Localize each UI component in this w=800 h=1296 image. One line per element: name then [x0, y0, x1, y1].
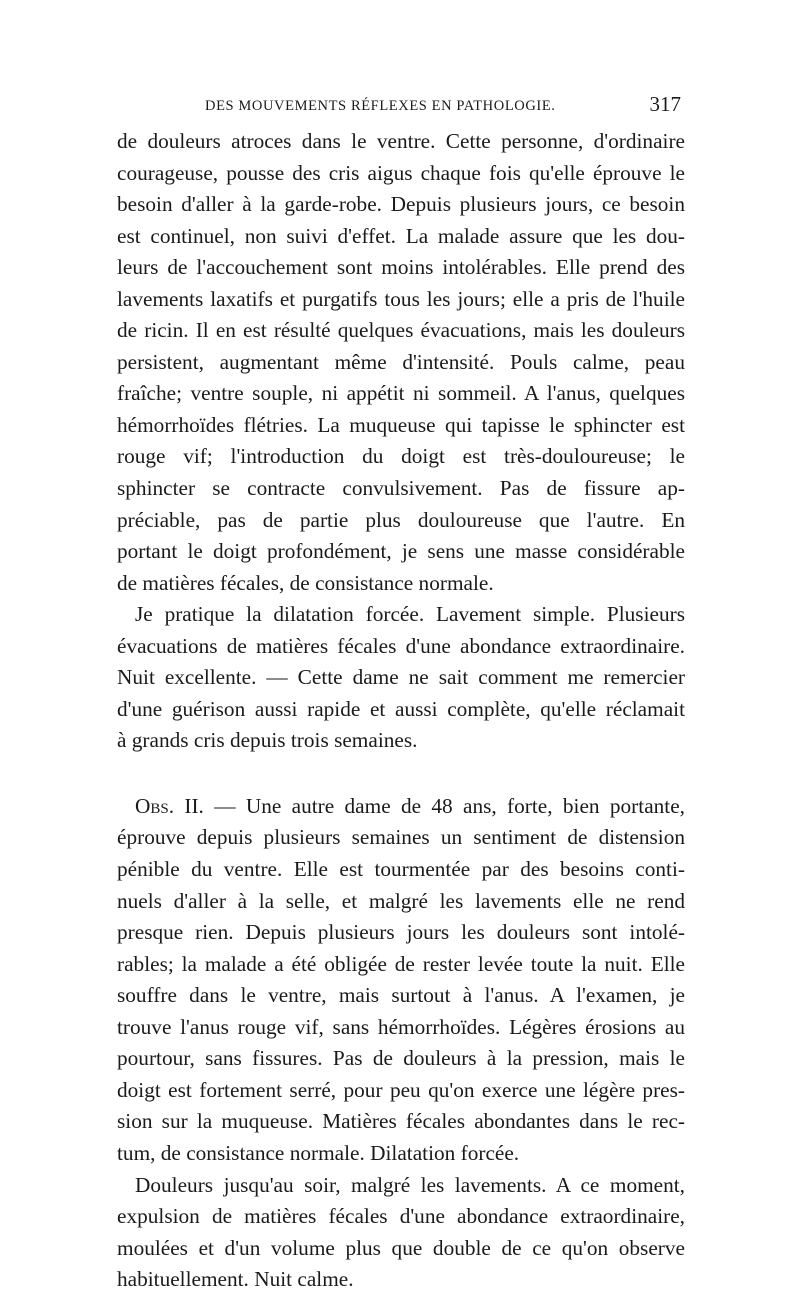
text-line: préciable, pas de partie plus douloureuse que l'autre. En	[117, 507, 685, 532]
text-line: Douleurs jusqu'au soir, malgré les lavements. A ce moment,	[135, 1172, 685, 1197]
text-line: sphincter se contracte convulsivement. Pas de fissure ap-	[117, 476, 685, 501]
section-gap	[117, 757, 685, 791]
text-line: besoin d'aller à la garde-robe. Depuis plusieurs jours, ce besoin	[117, 192, 685, 217]
text-line: tum, de consistance normale. Dilatation forcée.	[117, 1140, 520, 1165]
paragraph-observation-2	[117, 791, 685, 1170]
text-line: portant le doigt profondément, je sens une masse considérable	[117, 539, 685, 564]
text-line: persistent, augmentant même d'intensité. Pouls calme, peau	[117, 349, 685, 374]
text-line: éprouve depuis plusieurs semaines un sentiment de distension	[117, 825, 685, 850]
text-line: hémorrhoïdes flétries. La muqueuse qui tapisse le sphincter est	[117, 412, 685, 437]
text-line: pourtour, sans fissures. Pas de douleurs à la pression, mais le	[117, 1046, 685, 1071]
text-line: à grands cris depuis trois semaines.	[117, 728, 418, 753]
text-line: sion sur la muqueuse. Matières fécales abondantes dans le rec-	[117, 1109, 685, 1134]
text-line: habituellement. Nuit calme.	[117, 1267, 354, 1292]
text-line: rables; la malade a été obligée de rester levée toute la nuit. Elle	[117, 951, 685, 976]
text-line: expulsion de matières fécales d'une abondance extraordinaire,	[117, 1204, 685, 1229]
text-line: pénible du ventre. Elle est tourmentée par des besoins conti-	[117, 857, 685, 882]
text-line: Nuit excellente. — Cette dame ne sait comment me remercier	[117, 665, 685, 690]
page-number: 317	[649, 92, 681, 116]
text-line: trouve l'anus rouge vif, sans hémorrhoïdes. Légères érosions au	[117, 1014, 685, 1039]
running-head-title: DES MOUVEMENTS RÉFLEXES EN PATHOLOGIE.	[205, 98, 556, 114]
text-line: est continuel, non suivi d'effet. La malade assure que les dou-	[117, 223, 685, 248]
text-line: d'une guérison aussi rapide et aussi complète, qu'elle réclamait	[117, 696, 685, 721]
text-line: leurs de l'accouchement sont moins intolérables. Elle prend des	[117, 255, 685, 280]
paragraph-outcome	[117, 1170, 685, 1296]
text-line: moulées et d'un volume plus que double de ce qu'on observe	[117, 1235, 685, 1260]
text-line: de douleurs atroces dans le ventre. Cette personne, d'ordinaire	[117, 129, 685, 153]
text-line: presque rien. Depuis plusieurs jours les douleurs sont intolé-	[117, 920, 685, 945]
observation-label: Obs. II. —	[135, 793, 236, 818]
paragraph-treatment	[117, 599, 685, 757]
text-line: de matières fécales, de consistance normale.	[117, 570, 494, 595]
text-line: courageuse, pousse des cris aigus chaque fois qu'elle éprouve le	[117, 160, 685, 185]
text-line	[117, 791, 685, 823]
text-line: souffre dans le ventre, mais surtout à l'anus. A l'examen, je	[117, 983, 685, 1008]
text-line: lavements laxatifs et purgatifs tous les jours; elle a pris de l'huile	[117, 286, 685, 311]
text-line: de ricin. Il en est résulté quelques évacuations, mais les douleurs	[117, 318, 685, 343]
text-fragment: Une autre dame de 48 ans, forte, bien portante,	[235, 793, 685, 818]
text-line: Je pratique la dilatation forcée. Lavement simple. Plusieurs	[135, 602, 685, 627]
text-line: nuels d'aller à la selle, et malgré les lavements elle ne rend	[117, 888, 685, 913]
text-line: rouge vif; l'introduction du doigt est très-douloureuse; le	[117, 444, 685, 469]
body-text	[117, 126, 685, 1296]
running-head	[205, 92, 681, 116]
text-line: fraîche; ventre souple, ni appétit ni sommeil. A l'anus, quelques	[117, 381, 685, 406]
text-line: doigt est fortement serré, pour peu qu'on exerce une légère pres-	[117, 1077, 685, 1102]
paragraph-case-continuation	[117, 126, 685, 599]
text-line: évacuations de matières fécales d'une abondance extraordinaire.	[117, 633, 685, 658]
